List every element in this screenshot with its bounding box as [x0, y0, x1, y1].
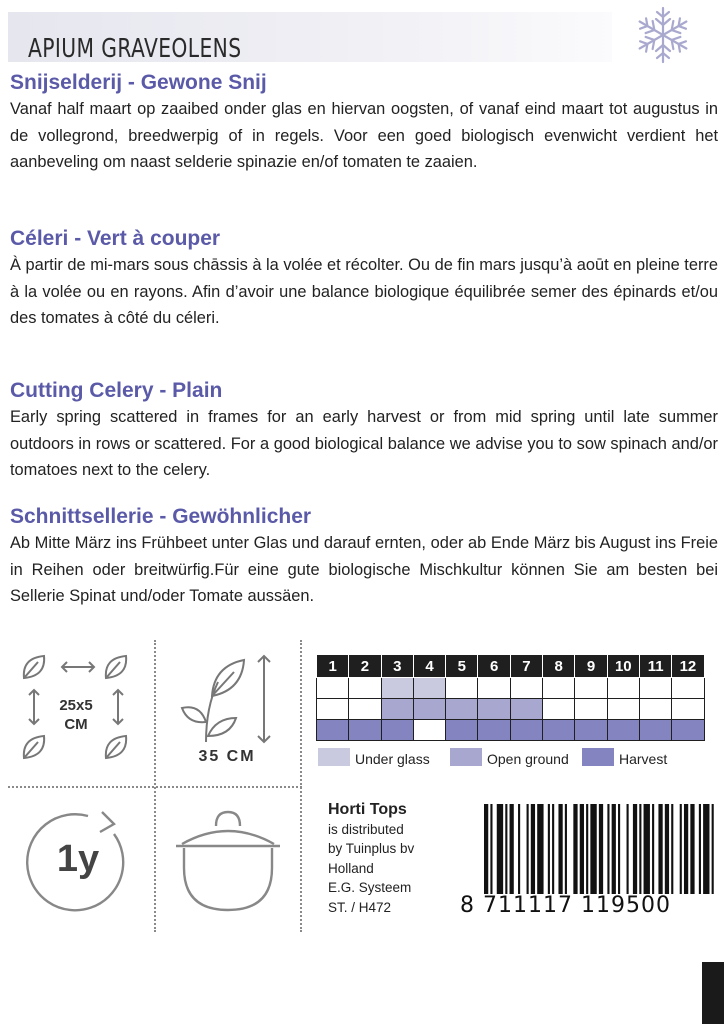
- barcode-bar: [612, 804, 616, 894]
- calendar-cell: [317, 678, 349, 699]
- barcode-bar: [497, 804, 503, 894]
- section-french: [10, 226, 718, 332]
- barcode-bar: [518, 804, 520, 894]
- calendar-cell: [413, 720, 445, 741]
- calendar-cell: [607, 699, 639, 720]
- calendar-cell: [446, 720, 478, 741]
- spacing-label: [44, 696, 108, 734]
- calendar-cell: [639, 678, 671, 699]
- barcode-bar: [505, 804, 507, 894]
- calendar-cell: [510, 699, 542, 720]
- barcode-bar: [565, 804, 567, 894]
- snowflake-icon: [632, 4, 694, 66]
- month-header: 7: [510, 655, 542, 678]
- section-title: Céleri - Vert à couper: [10, 227, 221, 250]
- calendar-cell: [639, 699, 671, 720]
- barcode-bar: [690, 804, 694, 894]
- calendar-cell: [672, 720, 704, 741]
- section-body: À partir de mi-mars sous chāssis à la volée et récolter. Ou de fin mars jusqu’à aoūt en pleine terre à la volée ou en rayons. Afin d’avoir une balance biologique équilibrée semer des épinards et/ou des tomates à côté du céleri.: [10, 256, 718, 327]
- spacing-unit: CM: [64, 716, 88, 733]
- distributor-line: E.G. Systeem: [328, 880, 412, 895]
- month-header: 5: [446, 655, 478, 678]
- barcode-bar: [558, 804, 562, 894]
- calendar-cell: [413, 678, 445, 699]
- divider-horizontal: [8, 786, 302, 788]
- title-bar: [8, 12, 612, 62]
- legend-swatch: [582, 748, 614, 766]
- month-header: 11: [639, 655, 671, 678]
- month-header: 8: [543, 655, 575, 678]
- barcode-bar: [510, 804, 514, 894]
- barcode-bar: [552, 804, 554, 894]
- barcode-bar: [586, 804, 588, 894]
- distributor-line: by Tuinplus bv: [328, 841, 415, 856]
- calendar-cell: [381, 720, 413, 741]
- barcode-bar: [490, 804, 492, 894]
- calendar-cell: [478, 699, 510, 720]
- section-title: Snijselderij - Gewone Snij: [10, 71, 267, 94]
- barcode-bar: [573, 804, 577, 894]
- barcode-bar: [599, 804, 603, 894]
- section-body: Early spring scattered in frames for an early harvest or from mid spring until late summer outdoors in rows or scattered. For a good biological balance we advise you to sow spinach and/or tomatoes next to the celery.: [10, 408, 718, 479]
- barcode-bar: [607, 804, 609, 894]
- calendar-cell: [543, 699, 575, 720]
- calendar-row-under-glass: [317, 678, 705, 699]
- legend-swatch: [450, 748, 482, 766]
- section-english: [10, 378, 718, 484]
- barcode-bar: [639, 804, 641, 894]
- distributor-line: Holland: [328, 860, 374, 876]
- calendar-row-harvest: [317, 720, 705, 741]
- barcode-bar: [652, 804, 654, 894]
- barcode-bar: [527, 804, 529, 894]
- calendar-cell: [381, 678, 413, 699]
- distributor-line: is distributed: [328, 821, 404, 837]
- legend-label: Open ground: [487, 751, 569, 767]
- edge-marker: [702, 962, 724, 1024]
- month-header: 12: [672, 655, 704, 678]
- section-german: [10, 504, 718, 610]
- calendar-cell: [349, 678, 381, 699]
- calendar-cell: [446, 678, 478, 699]
- distributor-line: ST. / H472: [328, 899, 392, 915]
- section-dutch: [10, 70, 718, 176]
- barcode-bar: [712, 804, 714, 894]
- calendar-cell: [413, 699, 445, 720]
- barcode-bar: [590, 804, 596, 894]
- barcode-bar: [537, 804, 543, 894]
- calendar-cell: [510, 720, 542, 741]
- calendar-cell: [478, 678, 510, 699]
- barcode-bar: [618, 804, 620, 894]
- legend-swatch: [318, 748, 350, 766]
- legend-label: Under glass: [355, 751, 430, 767]
- month-header: 6: [478, 655, 510, 678]
- calendar-cell: [349, 720, 381, 741]
- month-header: 2: [349, 655, 381, 678]
- calendar-cell: [672, 678, 704, 699]
- calendar-cell: [607, 720, 639, 741]
- section-title: Cutting Celery - Plain: [10, 379, 223, 402]
- plant-height-icon: [176, 652, 282, 748]
- barcode-bar: [580, 804, 584, 894]
- barcode-bar: [671, 804, 673, 894]
- calendar-cell: [381, 699, 413, 720]
- calendar-cell: [543, 678, 575, 699]
- brand-name: Horti Tops: [328, 801, 407, 818]
- barcode-bar: [699, 804, 701, 894]
- legend-label: Harvest: [619, 751, 668, 767]
- barcode-bar: [658, 804, 662, 894]
- barcode-bar: [665, 804, 669, 894]
- barcode-bar: [633, 804, 637, 894]
- barcode: [484, 804, 718, 894]
- plant-height-label: 35 CM: [198, 748, 256, 765]
- barcode-bar: [484, 804, 488, 894]
- month-header: 3: [381, 655, 413, 678]
- month-header: 1: [317, 655, 349, 678]
- calendar-cell: [575, 678, 607, 699]
- barcode-bar: [548, 804, 550, 894]
- product-title: APIUM GRAVEOLENS: [28, 34, 242, 64]
- calendar-cell: [446, 699, 478, 720]
- barcode-bar: [680, 804, 682, 894]
- calendar-cell: [672, 699, 704, 720]
- sowing-calendar: [316, 654, 705, 741]
- calendar-cell: [543, 720, 575, 741]
- calendar-cell: [607, 678, 639, 699]
- calendar-cell: [575, 720, 607, 741]
- section-title: Schnittsellerie - Gewöhnlicher: [10, 505, 312, 528]
- pot-icon: [172, 806, 284, 916]
- lifecycle-label: 1y: [56, 838, 100, 880]
- distributor-info: [328, 800, 414, 917]
- calendar-row-open-ground: [317, 699, 705, 720]
- calendar-cell: [349, 699, 381, 720]
- barcode-bar: [531, 804, 535, 894]
- barcode-bar: [627, 804, 629, 894]
- calendar-cell: [317, 699, 349, 720]
- calendar-cell: [575, 699, 607, 720]
- month-header: 4: [413, 655, 445, 678]
- barcode-bar: [644, 804, 650, 894]
- month-header: 10: [607, 655, 639, 678]
- calendar-cell: [478, 720, 510, 741]
- barcode-digits: 8 711117 119500: [460, 893, 671, 918]
- calendar-cell: [317, 720, 349, 741]
- barcode-bar: [703, 804, 709, 894]
- barcode-bar: [684, 804, 688, 894]
- section-body: Ab Mitte März ins Frühbeet unter Glas und darauf ernten, oder ab Ende März bis August ins Freie in Reihen oder breitwürfig.Für eine gute biologische Mischkultur können Sie am besten bei Sellerie Spinat und/oder Tomate aussäen.: [10, 534, 718, 605]
- calendar-cell: [639, 720, 671, 741]
- month-header: 9: [575, 655, 607, 678]
- spacing-value: 25x5: [59, 697, 93, 714]
- calendar-cell: [510, 678, 542, 699]
- section-body: Vanaf half maart op zaaibed onder glas en hiervan oogsten, of vanaf eind maart tot augustus in de vollegrond, breedwerpig of in regels. Voor een goed biologisch evenwicht verdient het aanbeveling om naast selderie spinazie en/of tomaten te zaaien.: [10, 100, 718, 171]
